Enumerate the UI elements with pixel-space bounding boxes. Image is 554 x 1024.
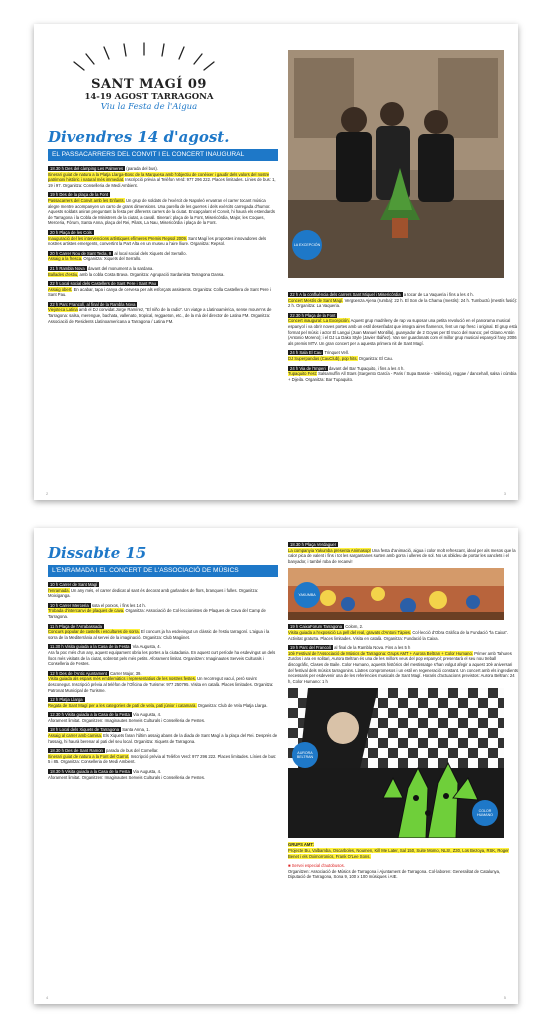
day-title: Divendres 14 d'agost. [48,128,230,146]
spread-page-2 [34,528,518,1004]
event-block [48,192,278,226]
logo-dates: 14-19 AGOST TARRAGONA [84,92,214,102]
event-body: Organitza: Xiquets del Serrallo. [83,256,142,262]
event-place: Plaça de l'Arrabassada [59,623,102,629]
band-photo [288,50,504,278]
event-time: 11.30 h [50,644,64,650]
event-body: amb el DJ convidat Jorge Ramírez, "El niño de la radio". Un viatge a Llatinoamèrica, sense moure'ns de Tarragona: salsa, merengue, bachata, vallenato, tropical, reggaeton, etc., de la mà del director de Latina FM. Organitza: Associació de Residents Llatinoamericana a Tarragona / Latina FM. [48,307,272,324]
event-time: 10 h [50,602,59,608]
event-highlight: Concert Mestís de Sant Magí. [288,297,344,303]
event-location-note: sota el porxos, i fins les 14 h. [91,602,146,608]
event-block [48,727,278,744]
event-place: Visita guiada a la Casa de la Festa [64,644,130,650]
event-body: Col·lecció d'Obra Gràfica de la Fundació "la Caixa". Activitat gratuïta. Places limitades. Visita en català. Organitza: Fundació la Caixa. [288,629,509,641]
event-body: En acabar, tapa i canya de cervesa per als esforçats assistents. Organitza: Colla Castellera de Sant Pere i Sant Pau. [48,286,271,298]
event-time-place [288,292,403,297]
event-time: 19 h [50,192,59,198]
event-place: Via de l'Imperi [299,365,326,371]
event-location-note: Trinquet Vell. [324,350,349,356]
event-time-place [48,748,105,753]
event-time-place [48,697,85,702]
spread-page-1 [34,24,518,500]
event-time: 12 h [50,697,59,703]
event-time: 10 h [50,582,59,587]
event-highlight: Inauguració del les intervencions artístiques efímeres Premis Repsol 2009. [48,235,187,241]
event-location-note: a tocar de La Vaqueria i fins a les 4 h. [403,292,474,297]
event-block [48,582,278,599]
event-block [48,748,278,765]
event-time-place [288,350,323,355]
event-block [48,266,278,277]
page2-right-column [288,542,518,884]
event-caixaforum: 19 h CaixaForum Tarragona Colom, 2. Visita guiada a l'exposició La pell del real, gravats d'Antoni Tàpies. Col·lecció d'Obra Gràfica de la Fundació "la Caixa". Activitat gratuïta. Places limitades. Visita en català. Organitza: Fundació la Caixa. [288,624,509,641]
event-time-place [48,727,121,732]
event-highlight: Visita guiada als espais més emblemàtics i representatius de les nostres festes. [48,676,196,682]
event-time-place [288,366,328,371]
sun-rays-icon [64,42,234,72]
event-time: 22 h [50,301,59,307]
event-place: Sala El Cau [299,350,322,356]
event-yakumba [288,542,518,564]
event-location-note: (parada del bus). [126,166,158,171]
event-block [48,671,278,693]
event-block [288,313,518,347]
event-highlight: 10è Festival de l'Associació de Músics de Tarragona: Grups AMT + Aurora Beltran + Color Humano. [288,650,473,656]
event-body: Una festa d'animació, aigua i color molt refrescant, ideal per als mesos que la calor pica de valent i fins i tot les sargantanes surten amb gorra i ulleres de sol. No us oblideu de portar les xanclets i el banyador, i també roba de recanvi! [288,547,516,564]
aurora-color-photo [288,688,504,838]
bus-note-text: Servei especial d'autobusos. [291,863,345,869]
event-highlight: Itinerari guiat de natura a la Font del Garrot. [48,753,130,759]
bus-note [288,863,518,880]
event-block [288,366,518,383]
event-concert-amt: 19 h Parc del Francolí al final de la Rambla Nova. Fins a les 5 h 10è Festival de l'Associació de Músics de Tarragona: Grups AMT + Aurora Beltran + Color Humano. Primer amb Tahures Zurdos i ara en solitari, Aurora Beltran és una de les millors veus del pop espanyol; presentarà el seu nou treball discogràfic, Clases de Baile. Color Humano, aquests històrics del mestissatge s'han volgut afegir a aquest 10è aniversari del festival dels músics tarragonins. Llatres compromesos i un estil en regeneració constant. Un concert amb els ingredients necessaris per esdevenir una de les referències musicals de Sant Magí. Horaris d'actuacions previstos: Aurora Beltran: 24 h, Color Humano: 1 h [288,645,518,684]
event-block [48,251,278,262]
logo-title: SANT MAGÍ 09 [91,77,207,92]
page1-right-column [288,292,518,386]
event-block [48,166,278,188]
event-location-note: Via Augusta, 4. [132,769,162,775]
event-block [48,644,278,666]
event-highlight: Ballades d'estiu, [48,271,79,277]
event-location-note: davant del monument a la sardana. [87,265,154,271]
event-place: Carrer Nou de Sant Tecla, 9 [59,250,112,256]
event-place: Plaça de la Font [305,312,336,318]
event-body: Un grup de soldats de l'exèrcit de Napoleó envaïran el carrer tocant música alegre mentre acompanyen un carro de grans dimensions. Una parella de les guerres i dels exèrcits carregada d'humor. Aquests soldats aniran preguntant la festa per diferents carrers de la ciutat. Encapçalant el Convit, hi haurà els estendards de Tarragona i la Cobla de Ministrers de la ciutat, a cavall. Itinerari: plaça de la Font, Misericòrdia, Major, les Coques, Merceria, Fòrum, Santa Anna, plaça del Rei, Pilats, La Nau, Misericòrdia i plaça de la Font. [48,197,275,226]
festival-logo [64,42,234,122]
event-time: 18 h [50,727,59,733]
event-highlight: Tupaquito Fest: [288,371,317,377]
page-number-right: 3 [503,491,506,496]
event-block [48,281,278,298]
event-highlight: Visita guiada a l'exposició La pell del real, gravats d'Antoni Tàpies. [288,629,412,635]
grups-amt [288,842,518,859]
event-body: Primer amb Tahures Zurdos i ara en solitari, Aurora Beltran és una de les millors veus del pop espanyol; presentarà el seu nou treball discogràfic, Clases de Baile. Color Humano, aquests històrics del mestissatge s'han volgut afegir a aquest 10è aniversari del festival dels músics tarragonins. Llatres compromesos i un estil en regeneració constant. Un concert amb els ingredients necessaris per esdevenir una de les referències musicals de Sant Magí. Horaris d'actuacions previstos: Aurora Beltran: 24 h, Color Humano: 1 h [288,650,518,684]
event-highlight: Assaig al carrer amb camisa. [48,733,102,739]
page1-left-column [48,128,278,328]
event-highlight: La companyia Yakumba presenta Animasop! [288,547,371,553]
event-time-place [48,251,113,256]
event-highlight: Assaig obert. [48,286,73,292]
event-location-note: parada de bus del Comellar. [106,748,159,754]
event-time-place [48,192,110,197]
event-time-place [48,671,109,676]
event-time: 21 h [50,265,59,271]
section-bar: L'ENRAMADA I EL CONCERT DE L'ASSOCIACIÓ DE MÚSICS [48,565,278,577]
event-time: 22 h [50,281,59,287]
event-body: El concurs ja ha esdevingut un clàssic de l'estiu tarragoní. L'aigua i la sorra de la Mediterrània al servei de la imaginació. Organitza: Club Magiinet. [48,629,270,640]
event-place: Des de la plaça de la Font [59,192,108,198]
logo-tagline: Viu la Festa de l'Aigua [100,102,198,112]
event-place: A la confluència dels carrers Sant Miquel i Misericòrdia [299,292,401,297]
event-body: Aquest grup madrileny de rap va suposar una petita revolució en el panorama musical espanyol i va obrir noves portes amb un estil desenfadat que integra aires flamencs, fent un rap fresc i original. El grup està format pel músic i actor El Langui (Juan Manuel Montilla), guanyador de 2 Goyas per El truco del manco; pel Gitano Antón (Antonio Moreno); i el DJ La Dako Style (Javier Ibáñez). Van ser guardonats com el millor grup musical espanyol l'any 2006 als premis MTV. Un gran concert per a aquesta primera nit de Sant Magí. [288,318,518,346]
event-highlight: DJ Superpandas (CauClub), pop hits. [288,355,358,361]
event-location-note: Via Augusta, 4. [132,644,161,650]
event-body: amb la cobla Costa Brava. Organitza: Agrupació Sardanista Tarragona Dansa. [79,271,225,277]
page-number-right: 5 [503,995,506,1000]
page-number-left: 2 [46,491,49,496]
event-list [288,292,518,382]
event-time: 22.30 h [290,312,304,318]
event-highlight: Trobada d'intercanvi de plaques de cava. [48,608,125,614]
event-time: 18.30 h [50,748,64,754]
grups-list: Projecte Bu, Valbamba, Oscarboles, Noumen, Kill Me Later, Sal 150, Suite Momo, NLS!, Z30, Los Bezoya, RSK, Roger Benet i els Oximorronics, Frank O'Lee Sons. [288,847,509,859]
event-time-place: 18.30 h Plaça Verdaguer [290,542,337,547]
event-place: Carrer de Sant Magí [59,582,98,587]
event-place: Local social dels Castellers de Sant Pere i Sant Pau [59,281,156,287]
event-place: Carrer Merceria [59,602,89,608]
event-place: Des de Sant Ramon [65,748,103,754]
event-time-place [48,230,94,235]
event-block [48,769,278,780]
event-time-place [48,769,132,774]
event-place: Rambla Nova [59,265,85,271]
event-time-place [48,603,91,608]
yakumba-photo [288,568,504,620]
event-time: 11 h [50,623,58,629]
event-place: Visita guiada a la Casa de la Festa [65,712,130,718]
event-location-note: al local social dels Xiquets del Serrallo. [114,250,187,256]
event-time-place [48,582,99,587]
event-body: Sant Magí les propostes innovadores dels nostres artistes emergents, convertint la Part Alta en un museu a l'aire lliure. Organitza: Repsol. [48,235,267,247]
event-body: Vergüenza Ajena (rumba): 22 h. El Son de la Chama (mestís): 24 h. Tumbuctú (mestís fusió): 2 h. Organitza: La Vaqueria. [288,297,518,309]
event-time-place [48,266,87,271]
grups-title: GRUPS AMT: [288,842,314,848]
event-time: 24 h [290,350,299,356]
event-highlight: Regata de Sant Magí per a les categories de patí de vela, patí júnior i catamarà. [48,702,197,708]
event-time-place [48,624,104,629]
event-body: Inscripció prèvia al Telèfon Verd: 977 296 222. Places limitades. Línies de bus: 5 i 85. Organitza: Conselleria de Medi Ambient. [48,753,277,765]
event-place: Local dels Xiquets de Tarragona [59,727,120,733]
event-location-note: Santa Anna, 1. [122,727,150,733]
color-humano-badge: COLOR HUMANO [472,800,498,826]
event-time: 18.30 h [50,166,64,171]
event-list [48,582,278,780]
event-block [48,302,278,324]
event-body: Ara fa poc més d'un any, aquest equipament obria les portes a la ciutadania. En aquest curt període ha esdevingut un dels llocs més visitats de la ciutat, sobretot pels més petits. Aforament limitat. Organitzen: Imaginautes Serveis Culturals i Conselleria de Festes. [48,649,276,667]
event-location-note: Carrer Major, 39. [110,670,142,676]
event-highlight: Viejoteca Latina [48,307,78,313]
event-time: 24 h [290,365,299,371]
event-time: 20 h [50,229,59,235]
event-time: 18.30 h [50,769,64,775]
event-block [48,230,278,247]
event-highlight: Itinerari guiat de natura a la Platja Llarga-Bosc de la Marquesa amb l'objectiu de conèixer i gaudir dels valors del nostre patrimoni històric i natural més immediat. [48,171,270,183]
event-body: Un recorregut vacuí, però sovint desconegut. Inscripció prèvia al telèfon de l'Oficina de Turisme: 977 250795. Visita en català. Places limitades. Organitza: Patronat Municipal de Turisme. [48,676,274,693]
event-highlight: Concurs popular de castells i escultures de sorra. [48,629,140,635]
event-location-note: davant del Bar Tupaquito, i fins a les 4 h. [328,365,405,371]
organitzen-text: Organitzen: Associació de Músics de Tarragona i Ajuntament de Tarragona. Col·laboren: Generalitat de Catalunya, Diputació de Tarragona, Sona 9, 100 x 100 músiques i AIE. [288,868,501,880]
event-body: Salsamuffin All Stars (Sargento García - Paris / Supa Bassie - València), reggae / dancehall, salsa i cúmbia + Dijeila. Organitza: Bar Tupaquito. [288,371,517,382]
photo-badge: LA EXCEPCIÓN [292,230,322,260]
event-place: Visita guiada a la Casa de la Festa [65,769,130,775]
event-place: Plaça de les Cols [59,229,92,235]
event-location-note: Via Augusta, 4. [132,712,162,718]
event-list [48,166,278,324]
page2-left-column [48,544,278,784]
page-number-left: 4 [46,995,49,1000]
event-highlight: Assaig a la fresca. [48,256,83,262]
event-highlight: l'enramada. [48,587,70,593]
day-title: Dissabte 15 [48,544,147,562]
event-block [48,603,278,620]
event-block [48,624,278,641]
event-time-place [48,281,158,286]
event-highlight: Passacarrers del Convit amb les Enfants. [48,197,125,203]
event-place: Des de l'Antic Ajuntament [59,670,107,676]
event-body: Els Xiquets faran l'últim assaig abans de la diada de Sant Magí a la plaça del Rei. Després de l'assaig, hi haurà berenar al pati del seu local. Organitza: Xiquets de Tarragona. [48,733,278,744]
event-highlight: Concert inaugural: La Excepción. [288,318,350,324]
event-block [48,712,278,723]
event-body: Un any més, el carrer dedicat al sant és decorat amb garlandes de flors, branques i fulles. Organitza: Moixiganga. [48,587,259,599]
event-body: Organitza: El Cau. [358,355,393,361]
event-place: Des del càmping Les Palmeres [65,166,124,171]
event-block [48,697,278,708]
event-time-place [288,313,337,318]
event-time-place [48,644,131,649]
event-time-place [48,712,132,717]
event-place: Parc Francolí, al final de la Rambla Nova [59,301,136,307]
event-time-place [48,166,125,171]
event-body: Aforament limitat. Organitzen: Imaginautes Serveis Culturals i Conselleria de Festes. [48,717,206,723]
bus-icon: ■ [288,863,291,869]
aurora-badge: AURORA BELTRAN [292,742,318,768]
event-body: Aforament limitat. Organitzen: Imaginautes Serveis Culturals i Conselleria de Festes. [48,774,206,780]
event-body: Organitza: Club de Vela Platja Llarga. [197,702,268,708]
event-place: Platja Llarga [59,697,83,703]
yakumba-badge: YAKUMBA [294,582,320,608]
event-block [288,292,518,309]
event-time: 22 h [290,292,299,297]
event-time: 12 h [50,670,59,676]
event-body: Inscripció prèvia al Telèfon Verd: 977 296 222. Places limitades. Línies de bus: 1, 19 i 97. Organitza: Conselleria de Medi Ambient. [48,177,276,188]
event-block [288,350,518,361]
event-time-place [48,302,137,307]
event-time: 12.30 h [50,712,64,718]
section-bar: EL PASSACARRERS DEL CONVIT I EL CONCERT INAUGURAL [48,149,278,161]
event-body: Organitza: Associació de Col·leccionistes de Plaques de Cava del Camp de Tarragona. [48,608,266,619]
event-time: 20 h [50,250,59,256]
